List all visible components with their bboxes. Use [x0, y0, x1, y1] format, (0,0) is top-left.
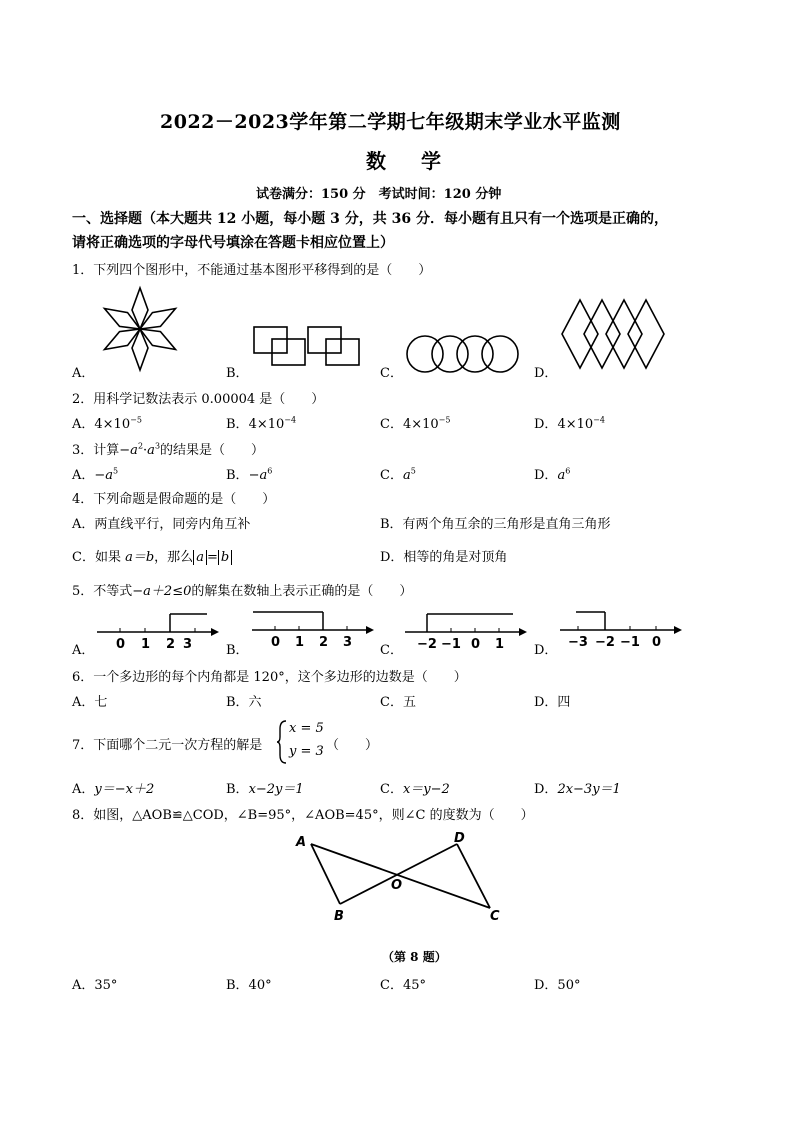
q6-option-d[interactable]: D．四	[534, 695, 571, 710]
q1-figure-a-star	[95, 284, 185, 374]
question-8: 8．如图，△AOB≌△COD，∠B=95°，∠AOB=45°，则∠C 的度数为（ ）	[72, 808, 534, 823]
q7-brace	[276, 719, 288, 765]
figure-caption: （第 8 题）	[382, 950, 447, 964]
q1-option-c[interactable]: C．	[380, 366, 403, 381]
q5-numberline-b	[250, 604, 380, 648]
svg-text:2: 2	[166, 637, 176, 650]
q7-option-a[interactable]: A．y＝−x＋2	[72, 782, 155, 797]
q5-numberline-c	[403, 606, 533, 650]
svg-text:2: 2	[319, 635, 329, 648]
q8-option-b[interactable]: B．40°	[226, 978, 272, 993]
q6-option-a[interactable]: A．七	[72, 695, 108, 710]
question-7: 7．下面哪个二元一次方程的解是	[72, 738, 263, 753]
q7-option-d[interactable]: D．2x−3y＝1	[534, 782, 621, 797]
exam-meta: 试卷满分：150 分 考试时间：120 分钟	[256, 187, 502, 202]
q7-equation-y: y = 3	[289, 744, 324, 759]
svg-text:O: O	[391, 878, 403, 893]
question-1: 1．下列四个图形中，不能通过基本图形平移得到的是（ ）	[72, 263, 432, 278]
question-3: 3．计算$-a^2\cdot a^3$的结果是（ ）	[72, 441, 265, 458]
q1-figure-b-squares	[250, 323, 360, 368]
question-5: 5．不等式−a＋2≤0的解集在数轴上表示正确的是（ ）	[72, 584, 413, 599]
q4-option-c[interactable]: C．如果 a＝b，那么 a = b	[72, 546, 232, 565]
q7-paren: （ ）	[326, 738, 379, 753]
q4-option-b[interactable]: B．有两个角互余的三角形是直角三角形	[380, 517, 611, 532]
svg-text:1: 1	[141, 637, 151, 650]
svg-text:1: 1	[495, 637, 505, 650]
section-heading-line2: 请将正确选项的字母代号填涂在答题卡相应位置上）	[72, 235, 394, 251]
q5-numberline-a	[95, 606, 225, 650]
q8-triangle-figure	[290, 826, 510, 926]
q3-option-b[interactable]: B．$-a^6$	[226, 466, 273, 483]
q4-option-a[interactable]: A．两直线平行，同旁内角互补	[72, 517, 251, 532]
q5-option-d[interactable]: D．	[534, 643, 558, 658]
q2-option-a[interactable]: A．$4\times 10^{-5}$	[72, 415, 142, 432]
section-heading-line1: 一、选择题（本大题共 12 小题，每小题 3 分，共 36 分．每小题有且只有一个选项是正确的，	[72, 211, 668, 227]
svg-text:−1: −1	[441, 637, 461, 650]
q5-option-c[interactable]: C．	[380, 643, 403, 658]
q5-option-a[interactable]: A．	[72, 643, 95, 658]
svg-text:C: C	[490, 909, 500, 924]
svg-text:−2: −2	[417, 637, 437, 650]
svg-text:−2: −2	[595, 635, 615, 648]
q1-option-d[interactable]: D．	[534, 366, 558, 381]
q5-numberline-d	[558, 604, 688, 648]
q2-option-d[interactable]: D．$4\times 10^{-4}$	[534, 415, 605, 432]
q6-option-c[interactable]: C．五	[380, 695, 416, 710]
q8-option-c[interactable]: C．45°	[380, 978, 426, 993]
q1-figure-d-diamonds	[558, 296, 670, 372]
subject-title: 数 学	[366, 149, 455, 173]
q1-option-b[interactable]: B．	[226, 366, 249, 381]
q2-option-b[interactable]: B．$4\times 10^{-4}$	[226, 415, 297, 432]
q7-option-b[interactable]: B．x−2y＝1	[226, 782, 304, 797]
svg-text:A: A	[296, 835, 307, 850]
q4-option-d[interactable]: D．相等的角是对顶角	[380, 550, 508, 565]
q1-option-a[interactable]: A．	[72, 366, 95, 381]
svg-text:B: B	[334, 909, 344, 924]
q8-option-d[interactable]: D．50°	[534, 978, 581, 993]
svg-text:3: 3	[183, 637, 193, 650]
svg-text:0: 0	[471, 637, 481, 650]
svg-text:3: 3	[343, 635, 353, 648]
q7-option-c[interactable]: C．x＝y−2	[380, 782, 450, 797]
q1-figure-c-circles	[403, 333, 523, 375]
question-2: 2．用科学记数法表示 0.00004 是（ ）	[72, 392, 325, 407]
svg-text:0: 0	[271, 635, 281, 648]
svg-text:−3: −3	[568, 635, 588, 648]
q8-option-a[interactable]: A．35°	[72, 978, 118, 993]
page-title: 2022－2023学年第二学期七年级期末学业水平监测	[160, 111, 621, 133]
question-4: 4．下列命题是假命题的是（ ）	[72, 492, 276, 507]
q5-option-b[interactable]: B．	[226, 643, 249, 658]
q2-option-c[interactable]: C．$4\times 10^{-5}$	[380, 415, 451, 432]
svg-text:0: 0	[652, 635, 662, 648]
svg-text:D: D	[454, 831, 465, 846]
question-6: 6．一个多边形的每个内角都是 120°，这个多边形的边数是（ ）	[72, 670, 467, 685]
svg-text:1: 1	[295, 635, 305, 648]
svg-text:0: 0	[116, 637, 126, 650]
q3-option-c[interactable]: C．$a^5$	[380, 466, 416, 483]
q3-option-d[interactable]: D．$a^6$	[534, 466, 571, 483]
q3-option-a[interactable]: A．$-a^5$	[72, 466, 119, 483]
svg-text:−1: −1	[620, 635, 640, 648]
q6-option-b[interactable]: B．六	[226, 695, 262, 710]
q7-equation-x: x = 5	[289, 721, 324, 736]
